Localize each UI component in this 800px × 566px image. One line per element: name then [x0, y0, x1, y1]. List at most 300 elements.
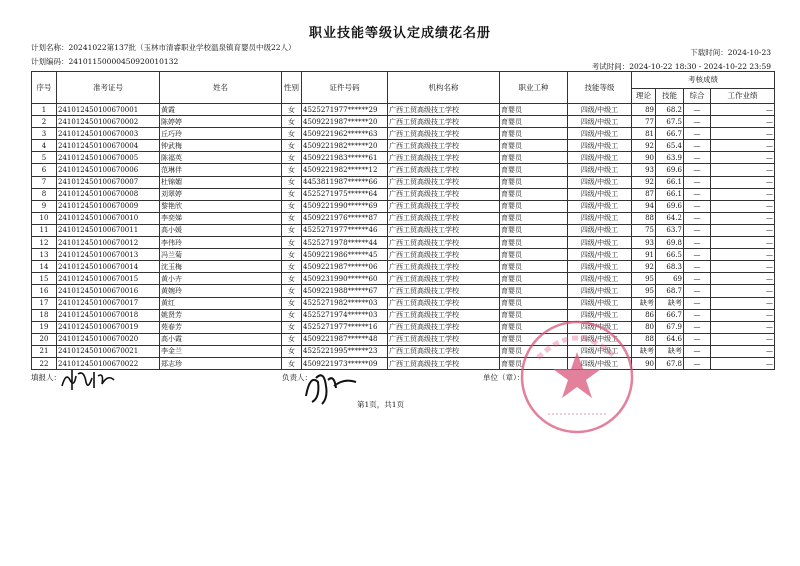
- row-gender: 女: [282, 249, 302, 261]
- table-row: [32, 152, 775, 164]
- row-institution: 广西工贸高级技工学校: [388, 224, 500, 236]
- row-name: 陈婷婷: [160, 116, 282, 128]
- row-seq: 2: [32, 116, 57, 128]
- row-gender: 女: [282, 176, 302, 188]
- row-comprehensive: —: [684, 200, 711, 212]
- row-occupation: 育婴员: [500, 309, 568, 321]
- row-gender: 女: [282, 237, 302, 249]
- row-comprehensive: —: [684, 116, 711, 128]
- row-exam-id: 241012450100670018: [57, 309, 160, 321]
- header-name: 姓名: [160, 72, 282, 104]
- table-row: [32, 237, 775, 249]
- row-work-performance: —: [711, 345, 775, 357]
- header-work-performance: 工作业绩: [711, 89, 775, 104]
- row-level: 四级/中级工: [568, 164, 632, 176]
- row-seq: 21: [32, 345, 57, 357]
- table-row: [32, 297, 775, 309]
- header-scores: 考核成绩: [632, 72, 775, 89]
- row-work-performance: —: [711, 176, 775, 188]
- row-theory: 缺考: [632, 297, 656, 309]
- row-name: 姚贤芳: [160, 309, 282, 321]
- row-theory: 75: [632, 224, 656, 236]
- row-cert-id: 4525271977******16: [302, 321, 388, 333]
- row-exam-id: 241012450100670014: [57, 261, 160, 273]
- row-exam-id: 241012450100670005: [57, 152, 160, 164]
- row-work-performance: —: [711, 297, 775, 309]
- row-institution: 广西工贸高级技工学校: [388, 152, 500, 164]
- row-seq: 8: [32, 188, 57, 200]
- row-institution: 广西工贸高级技工学校: [388, 200, 500, 212]
- row-name: 李伟玲: [160, 237, 282, 249]
- row-occupation: 育婴员: [500, 345, 568, 357]
- plan-name: [31, 42, 296, 53]
- row-work-performance: —: [711, 140, 775, 152]
- row-seq: 12: [32, 237, 57, 249]
- row-institution: 广西工贸高级技工学校: [388, 345, 500, 357]
- row-seq: 16: [32, 285, 57, 297]
- row-work-performance: —: [711, 261, 775, 273]
- row-occupation: 育婴员: [500, 261, 568, 273]
- row-level: 四级/中级工: [568, 188, 632, 200]
- row-level: 四级/中级工: [568, 176, 632, 188]
- table-row: [32, 128, 775, 140]
- row-skill: 67.9: [656, 321, 684, 333]
- row-level: 四级/中级工: [568, 104, 632, 116]
- row-gender: 女: [282, 345, 302, 357]
- row-theory: 93: [632, 164, 656, 176]
- row-theory: 80: [632, 321, 656, 333]
- row-comprehensive: —: [684, 140, 711, 152]
- row-gender: 女: [282, 261, 302, 273]
- row-skill: 68.3: [656, 261, 684, 273]
- row-name: 郑志珍: [160, 357, 282, 369]
- row-occupation: 育婴员: [500, 140, 568, 152]
- row-occupation: 育婴员: [500, 321, 568, 333]
- row-level: 四级/中级工: [568, 128, 632, 140]
- table-row: [32, 261, 775, 273]
- header-cert-id: 证件号码: [302, 72, 388, 104]
- table-body: [32, 104, 775, 370]
- row-cert-id: 4509221973******09: [302, 357, 388, 369]
- table-row: [32, 309, 775, 321]
- row-comprehensive: —: [684, 176, 711, 188]
- row-gender: 女: [282, 333, 302, 345]
- header-exam-id: 准考证号: [57, 72, 160, 104]
- row-theory: 87: [632, 188, 656, 200]
- row-seq: 15: [32, 273, 57, 285]
- row-gender: 女: [282, 128, 302, 140]
- row-skill: 66.7: [656, 309, 684, 321]
- row-exam-id: 241012450100670021: [57, 345, 160, 357]
- row-cert-id: 4509221990******69: [302, 200, 388, 212]
- row-institution: 广西工贸高级技工学校: [388, 164, 500, 176]
- row-comprehensive: —: [684, 297, 711, 309]
- row-occupation: 育婴员: [500, 357, 568, 369]
- row-comprehensive: —: [684, 224, 711, 236]
- row-theory: 94: [632, 200, 656, 212]
- filler-label: 填报人：: [31, 373, 61, 382]
- row-institution: 广西工贸高级技工学校: [388, 285, 500, 297]
- row-occupation: 育婴员: [500, 188, 568, 200]
- row-exam-id: 241012450100670007: [57, 176, 160, 188]
- row-skill: 64.2: [656, 212, 684, 224]
- row-comprehensive: —: [684, 152, 711, 164]
- header-theory: 理论: [632, 89, 656, 104]
- row-name: 高小媛: [160, 224, 282, 236]
- row-gender: 女: [282, 321, 302, 333]
- filler-signature: [58, 366, 118, 394]
- row-seq: 1: [32, 104, 57, 116]
- row-work-performance: —: [711, 212, 775, 224]
- row-level: 四级/中级工: [568, 237, 632, 249]
- row-institution: 广西工贸高级技工学校: [388, 297, 500, 309]
- row-exam-id: 241012450100670003: [57, 128, 160, 140]
- header-occupation: 职业工种: [500, 72, 568, 104]
- row-skill: 69: [656, 273, 684, 285]
- table-row: [32, 212, 775, 224]
- row-comprehensive: —: [684, 285, 711, 297]
- row-seq: 9: [32, 200, 57, 212]
- row-skill: 66.5: [656, 249, 684, 261]
- table-row: [32, 357, 775, 369]
- row-occupation: 育婴员: [500, 116, 568, 128]
- row-gender: 女: [282, 212, 302, 224]
- table-row: [32, 333, 775, 345]
- table-row: [32, 224, 775, 236]
- row-comprehensive: —: [684, 128, 711, 140]
- header-seq: 序号: [32, 72, 57, 104]
- row-level: 四级/中级工: [568, 297, 632, 309]
- row-skill: 63.9: [656, 152, 684, 164]
- row-level: 四级/中级工: [568, 224, 632, 236]
- row-cert-id: 4509221983******61: [302, 152, 388, 164]
- row-seq: 17: [32, 297, 57, 309]
- row-theory: 90: [632, 152, 656, 164]
- row-cert-id: 4509221987******48: [302, 333, 388, 345]
- row-skill: 64.6: [656, 333, 684, 345]
- row-skill: 69.6: [656, 164, 684, 176]
- row-name: 沈玉梅: [160, 261, 282, 273]
- row-skill: 67.8: [656, 357, 684, 369]
- row-comprehensive: —: [684, 237, 711, 249]
- row-work-performance: —: [711, 200, 775, 212]
- row-name: 陈福英: [160, 152, 282, 164]
- download-time: 下载时间：2024-10-23: [690, 48, 771, 57]
- row-theory: 95: [632, 285, 656, 297]
- row-institution: 广西工贸高级技工学校: [388, 237, 500, 249]
- row-cert-id: 4509221976******87: [302, 212, 388, 224]
- row-skill: 68.2: [656, 104, 684, 116]
- row-institution: 广西工贸高级技工学校: [388, 176, 500, 188]
- plan-code: [31, 56, 178, 67]
- table-row: [32, 116, 775, 128]
- row-exam-id: 241012450100670017: [57, 297, 160, 309]
- row-name: 丘巧玲: [160, 128, 282, 140]
- row-institution: 广西工贸高级技工学校: [388, 321, 500, 333]
- row-name: 黎艳欣: [160, 200, 282, 212]
- row-gender: 女: [282, 357, 302, 369]
- row-theory: 90: [632, 357, 656, 369]
- row-level: 四级/中级工: [568, 273, 632, 285]
- row-gender: 女: [282, 273, 302, 285]
- row-gender: 女: [282, 200, 302, 212]
- row-comprehensive: —: [684, 273, 711, 285]
- unit-stamp-label: 单位（章）：: [483, 373, 525, 382]
- row-occupation: 育婴员: [500, 176, 568, 188]
- table-row: [32, 321, 775, 333]
- row-seq: 20: [32, 333, 57, 345]
- row-name: 钟武梅: [160, 140, 282, 152]
- row-skill: 65.4: [656, 140, 684, 152]
- row-level: 四级/中级工: [568, 261, 632, 273]
- row-comprehensive: —: [684, 164, 711, 176]
- row-level: 四级/中级工: [568, 309, 632, 321]
- table-row: [32, 188, 775, 200]
- row-name: 李奕娣: [160, 212, 282, 224]
- row-skill: 67.5: [656, 116, 684, 128]
- row-exam-id: 241012450100670019: [57, 321, 160, 333]
- row-work-performance: —: [711, 285, 775, 297]
- row-seq: 6: [32, 164, 57, 176]
- row-occupation: 育婴员: [500, 152, 568, 164]
- row-work-performance: —: [711, 224, 775, 236]
- row-theory: 92: [632, 140, 656, 152]
- row-theory: 81: [632, 128, 656, 140]
- row-work-performance: —: [711, 152, 775, 164]
- row-theory: 缺考: [632, 345, 656, 357]
- row-comprehensive: —: [684, 249, 711, 261]
- plan-code-label: 计划编码：: [31, 57, 69, 66]
- row-institution: 广西工贸高级技工学校: [388, 116, 500, 128]
- score-table: [31, 71, 775, 370]
- row-work-performance: —: [711, 333, 775, 345]
- row-gender: 女: [282, 116, 302, 128]
- row-level: 四级/中级工: [568, 116, 632, 128]
- row-skill: 66.1: [656, 188, 684, 200]
- row-seq: 11: [32, 224, 57, 236]
- plan-name-value: 20241022第137批（玉林市清睿职业学校温泉镇育婴员中级22人）: [68, 43, 296, 52]
- table-row: [32, 285, 775, 297]
- row-work-performance: —: [711, 237, 775, 249]
- row-theory: 95: [632, 273, 656, 285]
- row-name: 黄霞: [160, 104, 282, 116]
- row-skill: 69.6: [656, 200, 684, 212]
- row-level: 四级/中级工: [568, 357, 632, 369]
- row-occupation: 育婴员: [500, 333, 568, 345]
- row-institution: 广西工贸高级技工学校: [388, 212, 500, 224]
- row-name: 黄小卉: [160, 273, 282, 285]
- row-institution: 广西工贸高级技工学校: [388, 104, 500, 116]
- row-cert-id: 4525271978******44: [302, 237, 388, 249]
- row-seq: 4: [32, 140, 57, 152]
- row-theory: 92: [632, 261, 656, 273]
- row-occupation: 育婴员: [500, 273, 568, 285]
- row-occupation: 育婴员: [500, 237, 568, 249]
- row-seq: 7: [32, 176, 57, 188]
- row-occupation: 育婴员: [500, 104, 568, 116]
- row-theory: 77: [632, 116, 656, 128]
- row-comprehensive: —: [684, 357, 711, 369]
- row-seq: 18: [32, 309, 57, 321]
- row-exam-id: 241012450100670013: [57, 249, 160, 261]
- row-cert-id: 4509221986******45: [302, 249, 388, 261]
- responsible-label: 负责人：: [282, 373, 312, 382]
- row-exam-id: 241012450100670012: [57, 237, 160, 249]
- row-name: 冯兰菊: [160, 249, 282, 261]
- row-cert-id: 4525271977******46: [302, 224, 388, 236]
- row-level: 四级/中级工: [568, 140, 632, 152]
- row-work-performance: —: [711, 188, 775, 200]
- row-name: 苑春芳: [160, 321, 282, 333]
- row-comprehensive: —: [684, 321, 711, 333]
- header-skill: 技能: [656, 89, 684, 104]
- row-seq: 19: [32, 321, 57, 333]
- row-occupation: 育婴员: [500, 224, 568, 236]
- table-row: [32, 104, 775, 116]
- row-institution: 广西工贸高级技工学校: [388, 128, 500, 140]
- row-cert-id: 4509221982******12: [302, 164, 388, 176]
- row-occupation: 育婴员: [500, 297, 568, 309]
- table-row: [32, 200, 775, 212]
- row-exam-id: 241012450100670009: [57, 200, 160, 212]
- row-cert-id: 4525271974******03: [302, 309, 388, 321]
- row-skill: 66.1: [656, 176, 684, 188]
- row-comprehensive: —: [684, 188, 711, 200]
- row-level: 四级/中级工: [568, 345, 632, 357]
- row-gender: 女: [282, 152, 302, 164]
- row-cert-id: 4453811987******66: [302, 176, 388, 188]
- row-cert-id: 4509221987******06: [302, 261, 388, 273]
- row-institution: 广西工贸高级技工学校: [388, 357, 500, 369]
- table-row: [32, 164, 775, 176]
- row-name: 范琳伴: [160, 164, 282, 176]
- row-theory: 86: [632, 309, 656, 321]
- header-level: 技能等级: [568, 72, 632, 104]
- unit-seal-stamp: [518, 318, 636, 436]
- responsible-signature: [300, 368, 362, 408]
- row-cert-id: 4525271982******03: [302, 297, 388, 309]
- row-cert-id: 4525271977******29: [302, 104, 388, 116]
- row-institution: 广西工贸高级技工学校: [388, 261, 500, 273]
- row-name: 刘翠婷: [160, 188, 282, 200]
- row-skill: 缺考: [656, 297, 684, 309]
- row-cert-id: 4509221988******67: [302, 285, 388, 297]
- row-work-performance: —: [711, 357, 775, 369]
- table-row: [32, 176, 775, 188]
- row-occupation: 育婴员: [500, 164, 568, 176]
- row-level: 四级/中级工: [568, 321, 632, 333]
- plan-name-label: 计划名称：: [31, 43, 69, 52]
- table-row: [32, 273, 775, 285]
- row-skill: 63.7: [656, 224, 684, 236]
- row-work-performance: —: [711, 128, 775, 140]
- row-exam-id: 241012450100670020: [57, 333, 160, 345]
- row-level: 四级/中级工: [568, 212, 632, 224]
- row-name: 李金兰: [160, 345, 282, 357]
- row-exam-id: 241012450100670010: [57, 212, 160, 224]
- row-comprehensive: —: [684, 104, 711, 116]
- row-level: 四级/中级工: [568, 249, 632, 261]
- row-comprehensive: —: [684, 333, 711, 345]
- row-theory: 88: [632, 212, 656, 224]
- row-institution: 广西工贸高级技工学校: [388, 140, 500, 152]
- row-level: 四级/中级工: [568, 200, 632, 212]
- row-institution: 广西工贸高级技工学校: [388, 188, 500, 200]
- row-gender: 女: [282, 224, 302, 236]
- row-theory: 88: [632, 333, 656, 345]
- row-comprehensive: —: [684, 212, 711, 224]
- table-row: [32, 345, 775, 357]
- row-work-performance: —: [711, 164, 775, 176]
- row-exam-id: 241012450100670001: [57, 104, 160, 116]
- header-comprehensive: 综合: [684, 89, 711, 104]
- row-gender: 女: [282, 309, 302, 321]
- row-gender: 女: [282, 104, 302, 116]
- row-cert-id: 4525271975******64: [302, 188, 388, 200]
- row-seq: 10: [32, 212, 57, 224]
- row-skill: 缺考: [656, 345, 684, 357]
- row-name: 高小霞: [160, 333, 282, 345]
- row-comprehensive: —: [684, 261, 711, 273]
- row-exam-id: 241012450100670022: [57, 357, 160, 369]
- row-exam-id: 241012450100670016: [57, 285, 160, 297]
- header-gender: 性别: [282, 72, 302, 104]
- row-level: 四级/中级工: [568, 285, 632, 297]
- row-name: 黄红: [160, 297, 282, 309]
- row-seq: 13: [32, 249, 57, 261]
- row-exam-id: 241012450100670004: [57, 140, 160, 152]
- row-cert-id: 4509221962******63: [302, 128, 388, 140]
- row-level: 四级/中级工: [568, 333, 632, 345]
- row-cert-id: 4509221982******20: [302, 140, 388, 152]
- row-theory: 91: [632, 249, 656, 261]
- row-work-performance: —: [711, 309, 775, 321]
- page-number: 第1页，共1页: [357, 400, 405, 409]
- row-work-performance: —: [711, 321, 775, 333]
- row-gender: 女: [282, 188, 302, 200]
- row-occupation: 育婴员: [500, 200, 568, 212]
- row-work-performance: —: [711, 273, 775, 285]
- row-name: 黄婉玲: [160, 285, 282, 297]
- row-institution: 广西工贸高级技工学校: [388, 333, 500, 345]
- row-comprehensive: —: [684, 309, 711, 321]
- row-gender: 女: [282, 140, 302, 152]
- row-gender: 女: [282, 164, 302, 176]
- row-gender: 女: [282, 297, 302, 309]
- row-seq: 14: [32, 261, 57, 273]
- row-exam-id: 241012450100670015: [57, 273, 160, 285]
- row-exam-id: 241012450100670008: [57, 188, 160, 200]
- exam-time: 考试时间：2024-10-22 18:30 - 2024-10-22 23:59: [591, 62, 771, 71]
- row-institution: 广西工贸高级技工学校: [388, 273, 500, 285]
- row-seq: 22: [32, 357, 57, 369]
- row-work-performance: —: [711, 104, 775, 116]
- row-institution: 广西工贸高级技工学校: [388, 309, 500, 321]
- table-row: [32, 140, 775, 152]
- row-work-performance: —: [711, 116, 775, 128]
- row-cert-id: 4525221995******23: [302, 345, 388, 357]
- row-theory: 92: [632, 176, 656, 188]
- row-exam-id: 241012450100670002: [57, 116, 160, 128]
- row-theory: 93: [632, 237, 656, 249]
- row-institution: 广西工贸高级技工学校: [388, 249, 500, 261]
- row-work-performance: —: [711, 249, 775, 261]
- row-exam-id: 241012450100670011: [57, 224, 160, 236]
- row-occupation: 育婴员: [500, 128, 568, 140]
- row-skill: 66.7: [656, 128, 684, 140]
- row-occupation: 育婴员: [500, 212, 568, 224]
- row-theory: 89: [632, 104, 656, 116]
